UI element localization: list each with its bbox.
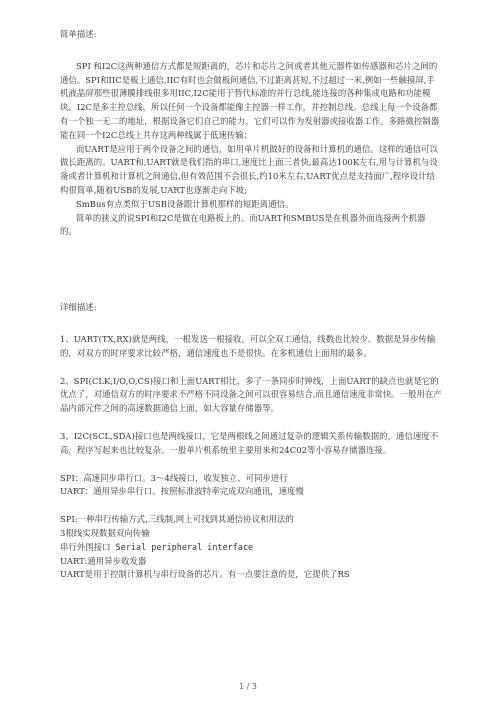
- brief-heading: 简单描述:: [60, 29, 97, 39]
- note-line: 3根线实现数据双向传输: [60, 527, 150, 538]
- document-body: [60, 28, 442, 582]
- summary-line-uart: UART：通用异步串行口。按照标准波特率完成双向通讯，速度慢: [60, 486, 304, 497]
- note-line: SPI:一种串行传输方式,三线制,网上可找到其通信协议和用法的: [60, 514, 294, 525]
- paragraph-spacer: [60, 361, 442, 375]
- paragraph-spacer: [60, 458, 442, 472]
- detail-heading: 详细描述:: [60, 302, 97, 313]
- brief-paragraph: 简单的狭义的说SPI和I2C是做在电路板上的。而UART和SMBUS是在机器外面连接两个机器的。: [60, 212, 426, 237]
- paragraph-spacer: [60, 416, 442, 430]
- page-indicator: 1 / 3: [239, 682, 257, 691]
- note-line: UART是用于控制计算机与串行设备的芯片。有一点要注意的是，它提供了RS: [60, 569, 350, 580]
- summary-line-spi: SPI：高速同步串行口。3～4线接口，收发独立、可同步进行: [60, 472, 288, 483]
- paragraph-spacer: [60, 499, 442, 513]
- brief-paragraph: SPI 和I2C这两种通信方式都是短距离的，芯片和芯片之间或者其他元器件如传感器和芯片之间的通信。SPI和IIC是板上通信,IIC有时也会做板间通信,不过距离甚短,不过超过一米,例如一些触摸屏,手机液晶屏那些很薄膜排线很多用IIC,I2C能用于替代标准的并行总线,能连接的各种集成电路和功能模块。I2C是多主控总线，所以任何一个设备都能像主控器一样工作，并控制总线。总线上每一个设备都有一个独一无二的地址，根据设备它们自己的能力，它们可以作为发射器或接收器工作。多路微控制器能在同一个I2C总线上共存这两种线属于低速传输；: [60, 60, 440, 140]
- detail-item: 2、SPI(CLK,I/O,O,CS)接口和上面UART相比，多了一条同步时钟线，上面UART的缺点也就是它的优点了，对通信双方的时序要求不严格不同设备之间可以很容易结合,而且通信速度非常快。一般用在产品内部元件之间的高速数据通信上面，如大容量存储器等。: [60, 375, 442, 414]
- detail-item: 3、I2C(SCL,SDA)接口也是两线接口，它是两根线之间通过复杂的逻辑关系传输数据的，通信速度不高，程序写起来也比较复杂。一般单片机系统里主要用来和24C02等小容易存储器连接。: [60, 430, 439, 455]
- section-spacer: [60, 239, 442, 301]
- brief-paragraph: SmBus有点类似于USB设备跟计算机那样的短距离通信。: [76, 198, 294, 209]
- note-line: 串行外围接口 Serial peripheral interface: [60, 541, 254, 552]
- note-line: UART:通用异步收发器: [60, 555, 147, 566]
- detail-item: 1、UART(TX,RX)就是两线，一根发送一根接收，可以全双工通信，线数也比较少。数据是异步传输的，对双方的时序要求比较严格，通信速度也不是很快。在多机通信上面用的最多。: [60, 333, 436, 358]
- brief-paragraph: 而UART是应用于两个设备之间的通信，如用单片机做好的设备和计算机的通信。这样的通信可以做长距离的。UART和,UART就是我们指的串口,速度比上面三者快,最高达100K左右,用与计算机与设备或者计算机和计算机之间通信,但有效范围不会很长,约10米左右,UART优点是支持面广,程序设计结构很简单,随着USB的发展,UART也逐渐走向下坡;: [60, 143, 438, 195]
